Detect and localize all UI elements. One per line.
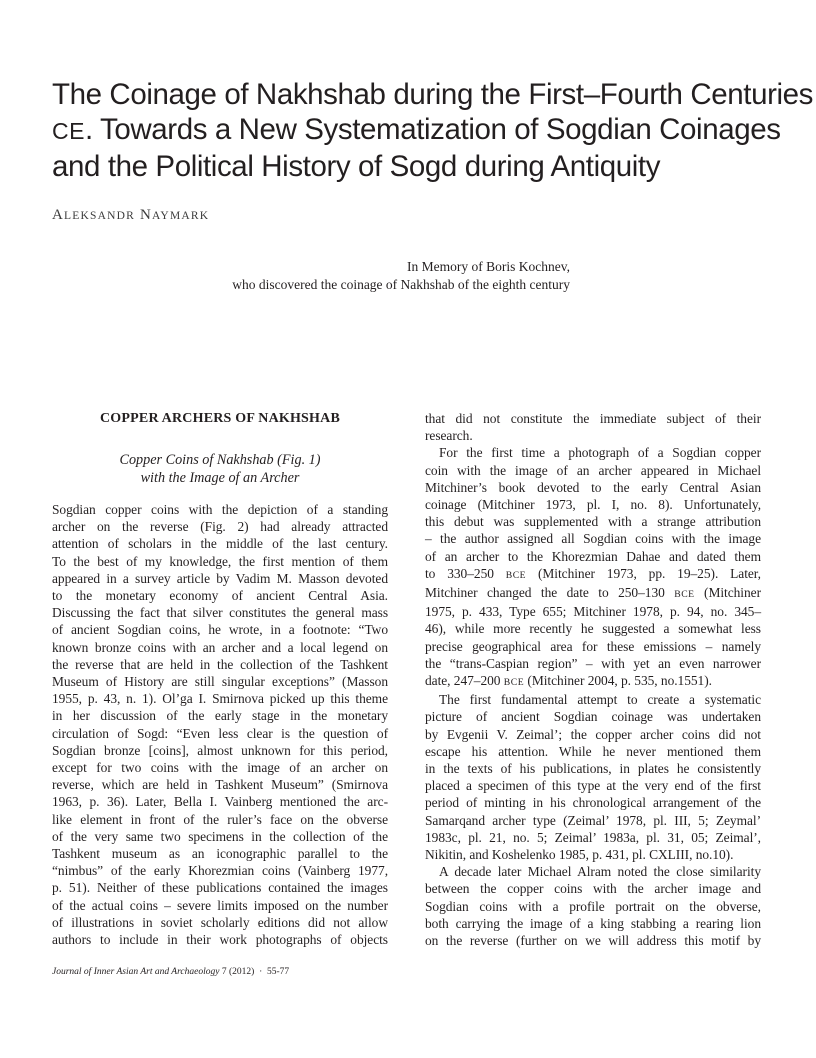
text-line: 1975, p. 433, Type 655; Mitchiner 1978, p. 94, no. 345– [425, 604, 761, 620]
text-line: 1963, p. 36). Later, Bella I. Vainberg mentioned the arc- [52, 794, 388, 810]
title-ce-smallcaps: CE [52, 118, 85, 144]
text-line: escape his attention. While he never mentioned them [425, 743, 761, 759]
text-line: of the actual coins – severe limits imposed on the number [52, 897, 388, 913]
left-column [52, 408, 388, 948]
text-line: by Evgenii V. Zeimal’; the copper archer coins did not [425, 726, 761, 742]
text-line: the “trans-Caspian region” – with yet an even narrower [425, 655, 761, 671]
text-line: of illustrations in soviet scholarly editions did not allow [52, 914, 388, 930]
text-line: that did not constitute the immediate subject of their [425, 411, 761, 426]
text-line: placed a specimen of this type at the very end of the first [425, 778, 761, 794]
text-line: Samarqand archer type (Zeimal’ 1978, pl. III, 5; Zeymal’ [425, 812, 761, 828]
text-line: of an archer to the Khorezmian Dahae and dated them [425, 548, 761, 564]
text-line: like element in front of the ruler’s face on the obverse [52, 811, 388, 827]
text-line: Museum of History are still singular exceptions” (Masson [52, 674, 388, 690]
text-line: coin with the image of an archer appeared in Michael [425, 462, 761, 478]
text-line: picture of ancient Sogdian coinage was undertaken [425, 709, 761, 725]
section-subheading [52, 451, 388, 487]
text-line: authors to include in their work photographs of objects [52, 932, 388, 948]
text-line: in her discussion of the early stage in the monetary [52, 708, 388, 724]
text-line: For the first time a photograph of a Sogdian copper [439, 445, 761, 461]
text-line: to the monetary economy of ancient Central Asia. [52, 588, 388, 604]
text-line: Mitchiner’s book devoted to the early Central Asian [425, 479, 761, 495]
text-line: 46), while more recently he suggested a somewhat less [425, 621, 761, 637]
text-line: known bronze coins with an archer and a local legend on [52, 639, 388, 655]
text-line: attention of scholars in the middle of the last century. [52, 536, 388, 552]
text-line: research. [425, 428, 473, 444]
title-line-2 [52, 112, 781, 149]
footer-pages: 55-77 [266, 967, 290, 977]
text-line: precise geographical area for these emissions – namely [425, 638, 761, 654]
text-line: both carrying the image of a king stabbing a rearing lion [425, 915, 761, 931]
text-line: Tashkent museum as an iconographic parallel to the [52, 846, 388, 862]
section-heading: COPPER ARCHERS OF NAKHSHAB [100, 411, 340, 426]
text-line: Sogdian bronze [coins], almost unknown for this period, [52, 742, 388, 758]
title-line-3: and the Political History of Sogd during Antiquity [52, 150, 661, 183]
text-line: to 330–250 BCE (Mitchiner 1973, pp. 19–25). Later, [425, 565, 761, 581]
author-first-name: ALEKSANDR [52, 207, 135, 223]
text-line: coinage (Mitchiner 1973, pl. I, no. 8). Unfortunately, [425, 497, 761, 513]
paragraph [425, 863, 761, 949]
author-last-name: NAYMARK [139, 207, 210, 223]
text-line: The first fundamental attempt to create a systematic [439, 692, 761, 708]
text-line: Sogdian coins with a profile portrait on the obverse, [425, 898, 761, 914]
text-line: “nimbus” of the early Khorezmian coins (Vainberg 1977, [52, 863, 388, 879]
paragraph [425, 410, 761, 444]
text-line: Nikitin, and Koshelenko 1985, p. 431, pl. CXLIII, no.10). [425, 847, 734, 863]
text-line: circulation of Sogd: “Even less clear is the question of [52, 725, 388, 741]
dedication-line-2: who discovered the coinage of Nakhshab of the eighth century [232, 276, 570, 292]
text-line: in the texts of his publications, in plates he consistently [425, 761, 761, 777]
text-line: reverse, which are held in Tashkent Museum” (Smirnova [52, 777, 388, 793]
footer-volume: 7 (2012) [221, 967, 255, 977]
text-line: Mitchiner changed the date to 250–130 BCE (Mitchiner [425, 585, 761, 601]
text-line: 1955, p. 43, n. 1). Ol’ga I. Smirnova picked up this theme [52, 691, 388, 707]
text-line: Sogdian copper coins with the depiction of a standing [52, 502, 388, 517]
text-line: between the copper coins with the archer image and [425, 881, 761, 897]
dedication [150, 258, 570, 293]
text-line: date, 247–200 BCE (Mitchiner 2004, p. 535, no.1551). [425, 673, 712, 689]
text-line: archer on the reverse (Fig. 2) had already attracted [52, 519, 388, 535]
left-column-paragraph [52, 501, 388, 948]
text-line: except for two coins with the image of an archer on [52, 760, 388, 776]
text-line: Discussing the fact that silver constitutes the general mass [52, 605, 388, 621]
title-line-1: The Coinage of Nakhshab during the First–Fourth Centuries [52, 78, 814, 111]
text-line: – the author assigned all Sogdian coins with the image [425, 531, 761, 547]
text-line: To the best of my knowledge, the first mention of them [52, 553, 388, 569]
footer-journal: Journal of Inner Asian Art and Archaeology [52, 967, 220, 977]
text-line: of the very same two specimens in the collection of the [52, 828, 388, 844]
text-line: of ancient Sogdian coins, he wrote, in a footnote: “Two [52, 622, 388, 638]
paragraph [425, 691, 761, 863]
text-line: period of minting in his chronological arrangement of the [425, 795, 761, 811]
author-name [52, 207, 209, 224]
article-title [52, 77, 814, 184]
text-line: the reverse that are held in the collection of the Tashkent [52, 656, 388, 672]
subheading-line-1: Copper Coins of Nakhshab (Fig. 1) [119, 452, 321, 468]
text-line: 1983c, pl. 21, no. 5; Zeimal’ 1983a, pl. 31, 05; Zeimal’, [425, 829, 761, 845]
dedication-line-1: In Memory of Boris Kochnev, [407, 259, 570, 274]
title-line-2-rest: . Towards a New Systematization of Sogdian Coinages [84, 113, 781, 146]
text-line: appeared in a survey article by Vadim M. Masson devoted [52, 570, 388, 586]
right-column [425, 410, 761, 949]
text-line: on the reverse (further on we will address this motif by [425, 933, 761, 949]
journal-footer [52, 967, 289, 977]
subheading-line-2: with the Image of an Archer [140, 470, 300, 486]
text-line: A decade later Michael Alram noted the close similarity [439, 864, 761, 880]
footer-separator: · [259, 967, 263, 977]
paragraph [425, 444, 761, 691]
text-line: this debut was supplemented with a strange attribution [425, 514, 761, 530]
text-line: p. 51). Neither of these publications contained the images [52, 880, 388, 896]
